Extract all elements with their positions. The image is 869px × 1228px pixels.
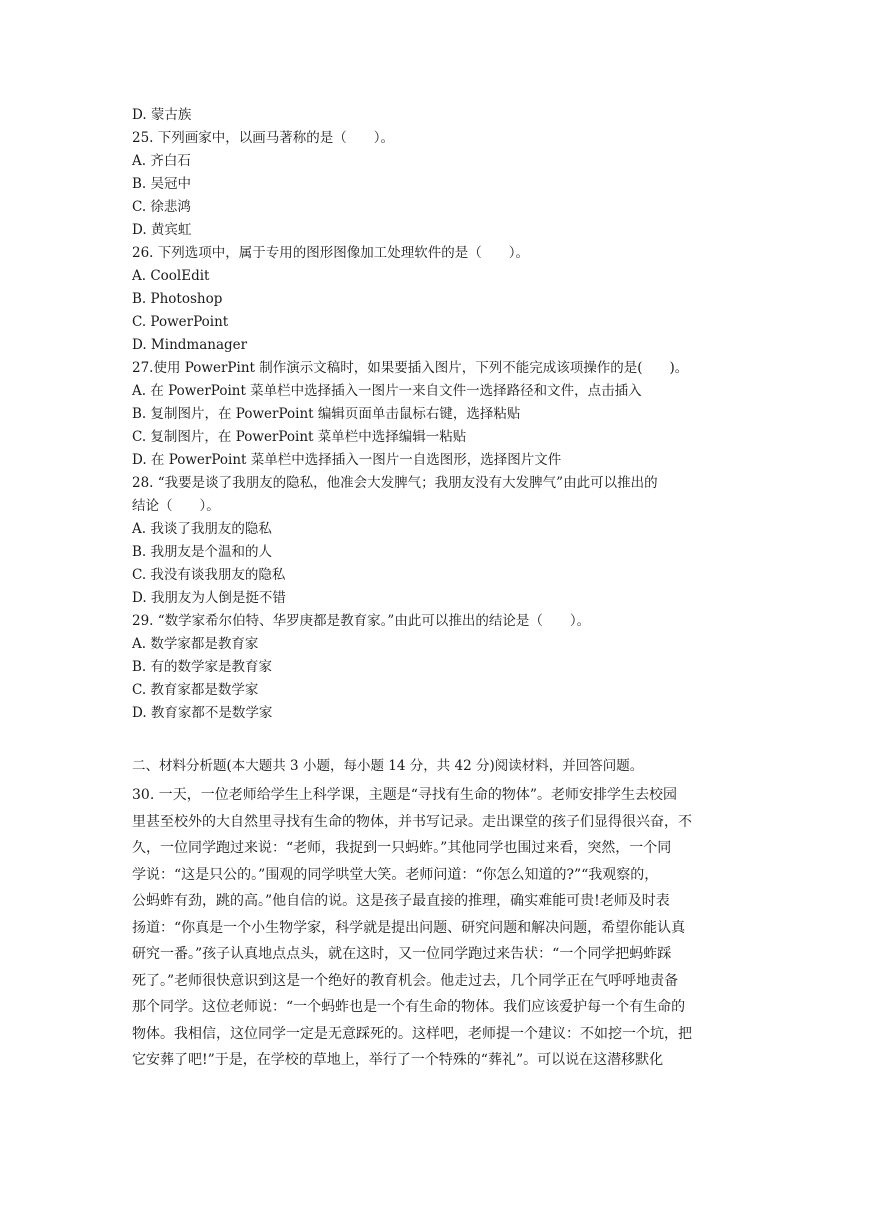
question-27: 27.使用 PowerPint 制作演示文稿时，如果要插入图片，下列不能完成该项操作的是( )。 <box>132 360 689 376</box>
option-b-q29: B. 有的数学家是教育家 <box>132 659 273 675</box>
material-line: 死了。”老师很快意识到这是一个绝好的教育机会。他走过去，几个同学正在气呼呼地责备 <box>132 972 679 989</box>
option-d-q26: D. Mindmanager <box>132 337 248 353</box>
document-body <box>132 104 742 1074</box>
option-d-q25: D. 黄宾虹 <box>132 222 192 238</box>
option-c-q29: C. 教育家都是数学家 <box>132 682 259 698</box>
material-line: 学说：“这是只公的。”围观的同学哄堂大笑。老师问道：“你怎么知道的?”“我观察的， <box>132 866 659 883</box>
option-c-q25: C. 徐悲鸿 <box>132 199 191 215</box>
question-28-line-1: 28. “我要是谈了我朋友的隐私，他准会大发脾气；我朋友没有大发脾气”由此可以推出的 <box>132 475 658 491</box>
material-line: 物体。我相信，这位同学一定是无意踩死的。这样吧，老师提一个建议：不如挖一个坑，把 <box>132 1025 692 1042</box>
option-d-q27: D. 在 PowerPoint 菜单栏中选择插入一图片一自选图形，选择图片文件 <box>132 452 562 468</box>
option-b-q28: B. 我朋友是个温和的人 <box>132 544 273 560</box>
option-d-q24: D. 蒙古族 <box>132 107 192 123</box>
option-c-q28: C. 我没有谈我朋友的隐私 <box>132 567 286 583</box>
material-line: 久，一位同学跑过来说：“老师，我捉到一只蚂蚱。”其他同学也围过来看，突然，一个同 <box>132 840 672 856</box>
material-line: 里甚至校外的大自然里寻找有生命的物体，并书写记录。走出课堂的孩子们显得很兴奋，不 <box>132 813 692 830</box>
question-28-line-2: 结论（ ）。 <box>132 498 220 514</box>
option-a-q28: A. 我谈了我朋友的隐私 <box>132 521 272 537</box>
material-line: 公蚂蚱有劲，跳的高。”他自信的说。这是孩子最直接的推理，确实难能可贵!老师及时表 <box>132 893 670 909</box>
option-c-q26: C. PowerPoint <box>132 314 229 330</box>
option-d-q29: D. 教育家都不是数学家 <box>132 705 273 721</box>
question-29: 29. “数学家希尔伯特、华罗庚都是教育家。”由此可以推出的结论是（ ）。 <box>132 613 591 629</box>
option-a-q25: A. 齐白石 <box>132 153 191 169</box>
option-d-q28: D. 我朋友为人倒是挺不错 <box>132 590 286 606</box>
option-a-q26: A. CoolEdit <box>132 268 210 284</box>
option-b-q26: B. Photoshop <box>132 291 223 307</box>
material-line: 研究一番。”孩子认真地点点头，就在这时，又一位同学跑过来告状：“一个同学把蚂蚱踩 <box>132 946 672 962</box>
option-b-q27: B. 复制图片，在 PowerPoint 编辑页面单击鼠标右键，选择粘贴 <box>132 406 521 422</box>
question-30-material <box>132 782 742 1074</box>
material-line: 30. 一天，一位老师给学生上科学课，主题是“寻找有生命的物体”。老师安排学生去校园 <box>132 787 678 803</box>
option-a-q27: A. 在 PowerPoint 菜单栏中选择插入一图片一来自文件一选择路径和文件，点击插入 <box>132 383 642 399</box>
question-26: 26. 下列选项中，属于专用的图形图像加工处理软件的是（ ）。 <box>132 245 530 261</box>
option-b-q25: B. 吴冠中 <box>132 176 192 192</box>
section-spacer <box>132 725 742 755</box>
material-line: 它安葬了吧!”于是，在学校的草地上，举行了一个特殊的“葬礼”。可以说在这潜移默化 <box>132 1052 664 1068</box>
question-25: 25. 下列画家中，以画马著称的是（ ）。 <box>132 130 395 146</box>
material-line: 扬道：“你真是一个小生物学家，科学就是提出问题、研究问题和解决问题，希望你能认真 <box>132 919 686 936</box>
section-title: 二、材料分析题(本大题共 3 小题，每小题 14 分，共 42 分)阅读材料，并回答问题。 <box>132 758 644 774</box>
material-line: 那个同学。这位老师说：“一个蚂蚱也是一个有生命的物体。我们应该爱护每一个有生命的 <box>132 999 686 1015</box>
option-a-q29: A. 数学家都是教育家 <box>132 636 259 652</box>
option-c-q27: C. 复制图片，在 PowerPoint 菜单栏中选择编辑一粘贴 <box>132 429 467 445</box>
